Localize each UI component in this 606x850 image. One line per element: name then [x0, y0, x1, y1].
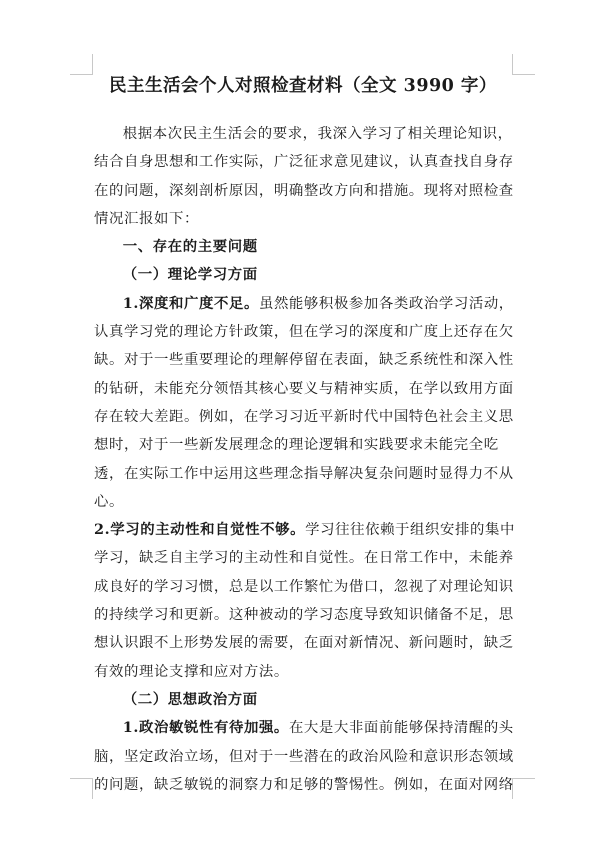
item-lead-2: 2.学习的主动性和自觉性不够。	[94, 521, 306, 539]
item-body-3: 在大是大非面前能够保持清醒的头脑，坚定政治立场，但对于一些潜在的政治风险和意识形态领域的问题，缺乏敏锐的洞察力和足够的警惕性。例如，在面对网络	[94, 720, 514, 793]
section-heading: 一、存在的主要问题	[122, 238, 258, 256]
item-body-1: 虽然能够积极参加各类政治学习活动，认真学习党的理论方针政策，但在学习的深度和广度上还存在欠缺。对于一些重要理论的理解停留在表面，缺乏系统性和深入性的钻研，未能充分领悟其核心要义与精神实质，在学以致用方面存在较大差距。例如，在学习习近平新时代中国特色社会主义思想时，对于一些新发展理念的理论逻辑和实践要求未能完全吃透，在实际工作中运用这些理念指导解决复杂问题时显得力不从心。	[94, 295, 514, 510]
intro-paragraph: 根据本次民主生活会的要求，我深入学习了相关理论知识，结合自身思想和工作实际，广泛征求意见建议，认真查找自身存在的问题，深刻剖析原因，明确整改方向和措施。现将对照检查情况汇报如下：	[94, 126, 514, 227]
subsection-heading-politics: （二）思想政治方面	[122, 690, 258, 708]
item-lead-3: 1.政治敏锐性有待加强。	[122, 719, 289, 737]
subsection-heading-theory: （一）理论学习方面	[122, 266, 258, 284]
item-paragraph-2	[94, 516, 518, 686]
item-paragraph-3	[94, 714, 518, 799]
document-title: 民主生活会个人对照检查材料（全文 3990 字）	[109, 76, 497, 96]
item-body-2: 学习往往依赖于组织安排的集中学习，缺乏自主学习的主动性和自觉性。在日常工作中，未能养成良好的学习习惯，总是以工作繁忙为借口，忽视了对理论知识的持续学习和更新。这种被动的学习态度导致知识储备不足，思想认识跟不上形势发展的需要，在面对新情况、新问题时，缺乏有效的理论支撑和应对方法。	[94, 522, 515, 680]
crop-mark-top-right	[512, 54, 535, 75]
document-body	[94, 120, 518, 799]
item-lead-1: 1.深度和广度不足。	[122, 294, 259, 312]
item-paragraph-1	[94, 290, 518, 516]
crop-mark-top-left	[70, 54, 93, 75]
crop-mark-bottom-left	[70, 778, 93, 799]
